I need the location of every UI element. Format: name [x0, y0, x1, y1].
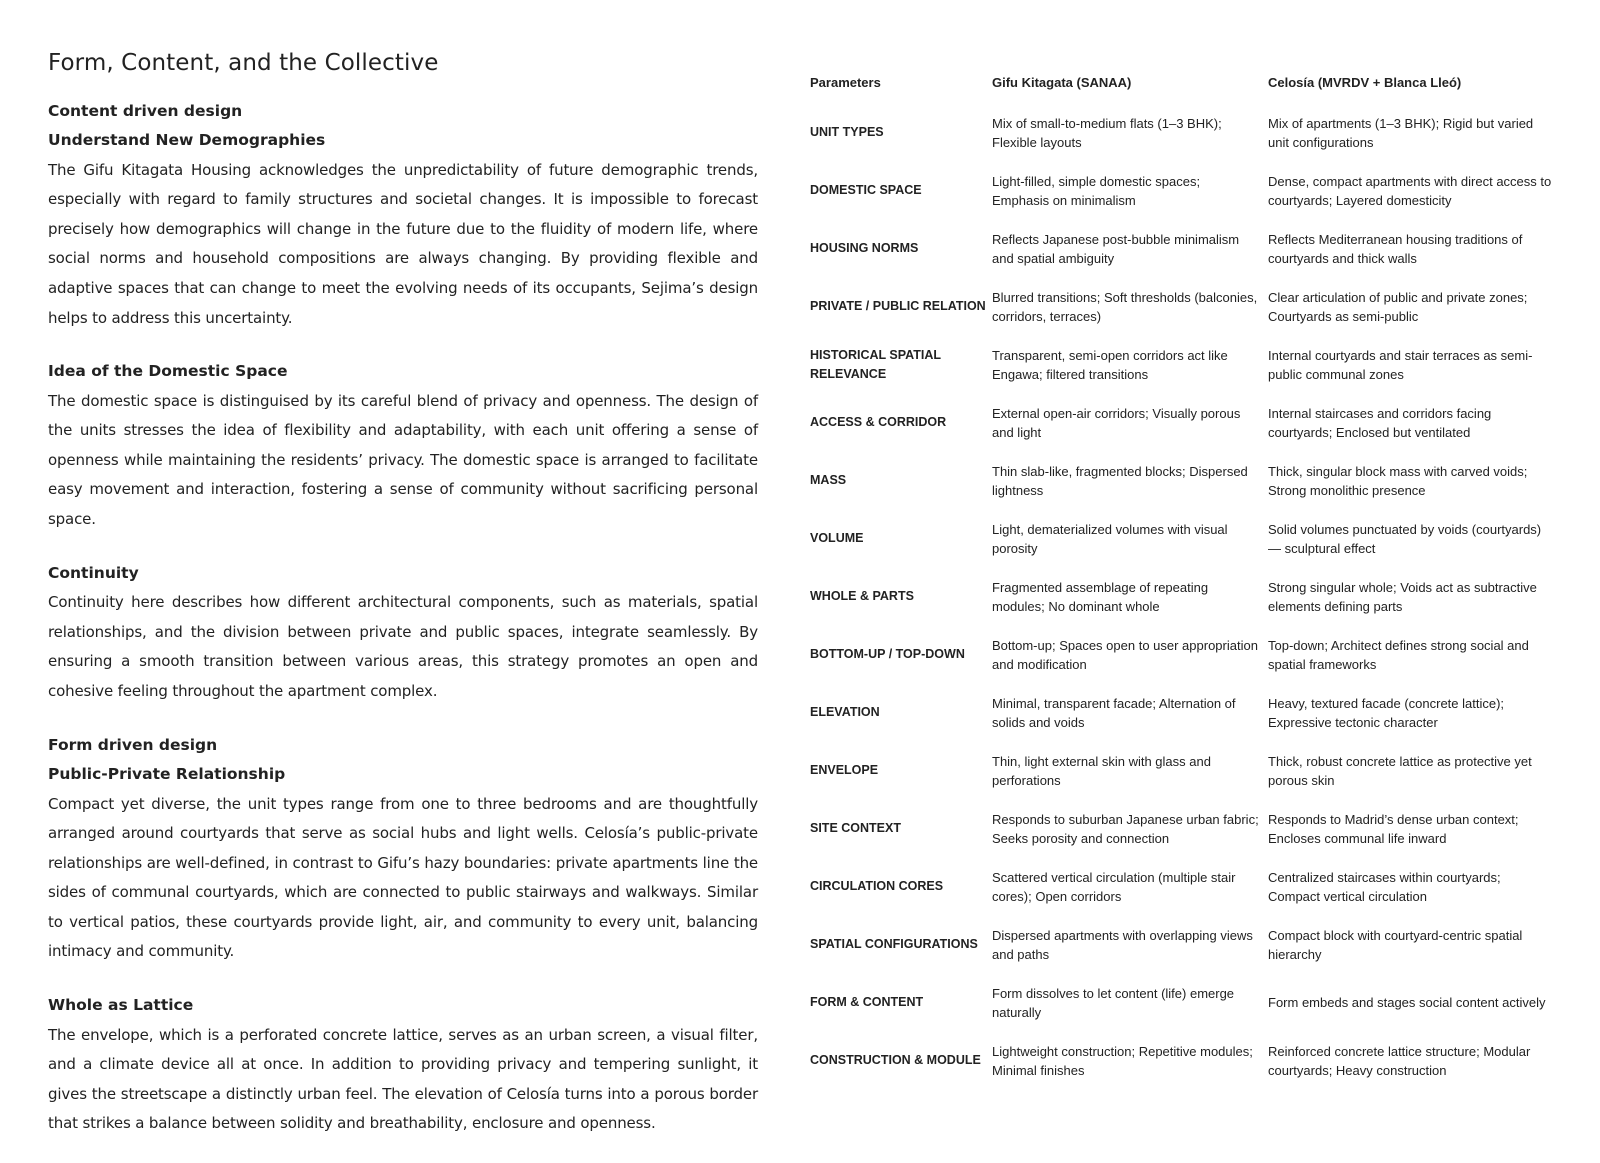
table-row [810, 974, 1562, 1032]
celosia-cell: Thick, robust concrete lattice as protective yet porous skin [1268, 753, 1532, 788]
celosia-cell: Clear articulation of public and private zones; Courtyards as semi-public [1268, 289, 1528, 324]
table-row [810, 510, 1562, 568]
celosia-cell: Mix of apartments (1–3 BHK); Rigid but varied unit configurations [1268, 115, 1534, 150]
gifu-cell: Thin slab-like, fragmented blocks; Dispersed lightness [992, 463, 1248, 498]
table-row [810, 278, 1562, 336]
parameter-cell: SPATIAL CONFIGURATIONS [810, 937, 978, 952]
table-row [810, 394, 1562, 452]
parameter-cell: HOUSING NORMS [810, 241, 919, 256]
celosia-cell: Thick, singular block mass with carved voids; Strong monolithic presence [1268, 463, 1528, 498]
celosia-cell: Compact block with courtyard-centric spatial hierarchy [1268, 927, 1523, 962]
parameter-cell: CONSTRUCTION & MODULE [810, 1053, 981, 1068]
parameter-cell: SITE CONTEXT [810, 821, 901, 836]
parameter-cell: ENVELOPE [810, 763, 879, 778]
gifu-cell: Thin, light external skin with glass and perforations [992, 753, 1211, 788]
section-lattice [48, 991, 758, 1139]
section-domestic-space [48, 357, 758, 534]
page-title: Form, Content, and the Collective [48, 50, 439, 76]
table-row [810, 104, 1562, 162]
column-header: Parameters [810, 74, 881, 90]
celosia-cell: Heavy, textured facade (concrete lattice); Expressive tectonic character [1268, 695, 1505, 730]
celosia-cell: Strong singular whole; Voids act as subtractive elements defining parts [1268, 579, 1537, 614]
celosia-cell: Dense, compact apartments with direct access to courtyards; Layered domesticity [1268, 173, 1552, 208]
gifu-cell: Lightweight construction; Repetitive modules; Minimal finishes [992, 1043, 1253, 1078]
section-heading: Content driven design [48, 101, 243, 120]
celosia-cell: Responds to Madrid’s dense urban context; Encloses communal life inward [1268, 811, 1519, 846]
section-demographies [48, 97, 758, 334]
parameter-cell: ELEVATION [810, 705, 880, 720]
section-paragraph: Compact yet diverse, the unit types range from one to three bedrooms and are thoughtfully arranged around courtyards that serve as social hubs and light wells. Celosía’s public-private relationships are well-defined, in contrast to Gifu’s hazy boundaries: private apartments line the sides of communal courtyards, which are connected to public stairways and walkways. Similar to vertical patios, these courtyards provide light, air, and community to every unit, balancing intimacy and community. [48, 794, 758, 961]
section-continuity [48, 559, 758, 707]
table-row [810, 916, 1562, 974]
gifu-cell: Reflects Japanese post-bubble minimalism and spatial ambiguity [992, 231, 1240, 266]
celosia-cell: Centralized staircases within courtyards; Compact vertical circulation [1268, 869, 1501, 904]
celosia-cell: Internal courtyards and stair terraces as semi-public communal zones [1268, 347, 1533, 382]
section-paragraph: The Gifu Kitagata Housing acknowledges the unpredictability of future demographic trends, especially with regard to family structures and societal changes. It is impossible to forecast precisely how demographics will change in the future due to the fluidity of modern life, where social norms and household compositions are always changing. By providing flexible and adaptive spaces that can change to meet the evolving needs of its occupants, Sejima’s design helps to address this uncertainty. [48, 160, 758, 327]
section-heading: Idea of the Domestic Space [48, 362, 288, 381]
section-heading: Form driven design [48, 735, 218, 754]
section-subheading: Public-Private Relationship [48, 765, 286, 783]
table-row [810, 626, 1562, 684]
parameter-cell: ACCESS & CORRIDOR [810, 415, 947, 430]
text-column [48, 50, 758, 1163]
gifu-cell: Light-filled, simple domestic spaces; Emphasis on minimalism [992, 173, 1201, 208]
gifu-cell: Dispersed apartments with overlapping views and paths [992, 927, 1253, 962]
celosia-cell: Internal staircases and corridors facing courtyards; Enclosed but ventilated [1268, 405, 1492, 440]
table-row [810, 1032, 1562, 1090]
gifu-cell: Blurred transitions; Soft thresholds (balconies, corridors, terraces) [992, 289, 1258, 324]
gifu-cell: External open-air corridors; Visually porous and light [992, 405, 1241, 440]
gifu-cell: Form dissolves to let content (life) emerge naturally [992, 985, 1235, 1020]
parameter-cell: HISTORICAL SPATIAL RELEVANCE [810, 347, 941, 381]
gifu-cell: Fragmented assemblage of repeating modules; No dominant whole [992, 579, 1209, 614]
comparison-table-wrapper [810, 70, 1562, 1090]
parameter-cell: DOMESTIC SPACE [810, 183, 922, 198]
section-paragraph: The domestic space is distinguised by its careful blend of privacy and openness. The design of the units stresses the idea of flexibility and adaptability, with each unit offering a sense of openness while maintaining the residents’ privacy. The domestic space is arranged to facilitate easy movement and interaction, fostering a sense of community without sacrificing personal space. [48, 391, 758, 529]
parameter-cell: BOTTOM-UP / TOP-DOWN [810, 647, 965, 662]
gifu-cell: Scattered vertical circulation (multiple stair cores); Open corridors [992, 869, 1236, 904]
column-header: Gifu Kitagata (SANAA) [992, 74, 1132, 90]
celosia-cell: Form embeds and stages social content actively [1268, 995, 1546, 1011]
comparison-table [810, 70, 1562, 1090]
parameter-cell: PRIVATE / PUBLIC RELATION [810, 299, 986, 314]
section-public-private [48, 731, 758, 968]
section-subheading: Understand New Demographies [48, 131, 326, 150]
section-paragraph: The envelope, which is a perforated concrete lattice, serves as an urban screen, a visual filter, and a climate device all at once. In addition to providing privacy and tempering sunlight, it gives the streetscape a distinctly urban feel. The elevation of Celosía turns into a porous border that strikes a balance between solidity and breathability, enclosure and openness. [48, 1025, 758, 1133]
table-row [810, 568, 1562, 626]
gifu-cell: Light, dematerialized volumes with visual porosity [992, 521, 1228, 556]
column-header: Celosía (MVRDV + Blanca Lleó) [1268, 74, 1462, 90]
parameter-cell: UNIT TYPES [810, 125, 884, 140]
celosia-cell: Reinforced concrete lattice structure; Modular courtyards; Heavy construction [1268, 1043, 1531, 1078]
section-paragraph: Continuity here describes how different architectural components, such as materials, spatial relationships, and the division between private and public spaces, integrate seamlessly. By ensuring a smooth transition between various areas, this strategy promotes an open and cohesive feeling throughout the apartment complex. [48, 593, 758, 700]
section-heading: Continuity [48, 563, 139, 582]
parameter-cell: CIRCULATION CORES [810, 879, 944, 894]
parameter-cell: FORM & CONTENT [810, 995, 924, 1010]
table-row [810, 220, 1562, 278]
section-heading: Whole as Lattice [48, 996, 194, 1015]
gifu-cell: Transparent, semi-open corridors act like Engawa; filtered transitions [992, 347, 1228, 382]
table-row [810, 452, 1562, 510]
table-row [810, 742, 1562, 800]
celosia-cell: Top-down; Architect defines strong social and spatial frameworks [1268, 637, 1529, 672]
table-row [810, 336, 1562, 394]
table-row [810, 800, 1562, 858]
table-row [810, 684, 1562, 742]
table-header-row [810, 70, 1562, 104]
gifu-cell: Minimal, transparent facade; Alternation of solids and voids [992, 695, 1236, 730]
parameter-cell: MASS [810, 473, 847, 488]
parameter-cell: VOLUME [810, 531, 864, 546]
table-row [810, 858, 1562, 916]
table-row [810, 162, 1562, 220]
celosia-cell: Reflects Mediterranean housing traditions of courtyards and thick walls [1268, 231, 1523, 266]
gifu-cell: Responds to suburban Japanese urban fabric; Seeks porosity and connection [992, 811, 1259, 846]
parameter-cell: WHOLE & PARTS [810, 589, 914, 604]
table-body [810, 104, 1562, 1090]
gifu-cell: Mix of small-to-medium flats (1–3 BHK); Flexible layouts [992, 115, 1222, 150]
gifu-cell: Bottom-up; Spaces open to user appropriation and modification [992, 637, 1258, 672]
celosia-cell: Solid volumes punctuated by voids (courtyards) — sculptural effect [1268, 521, 1542, 556]
